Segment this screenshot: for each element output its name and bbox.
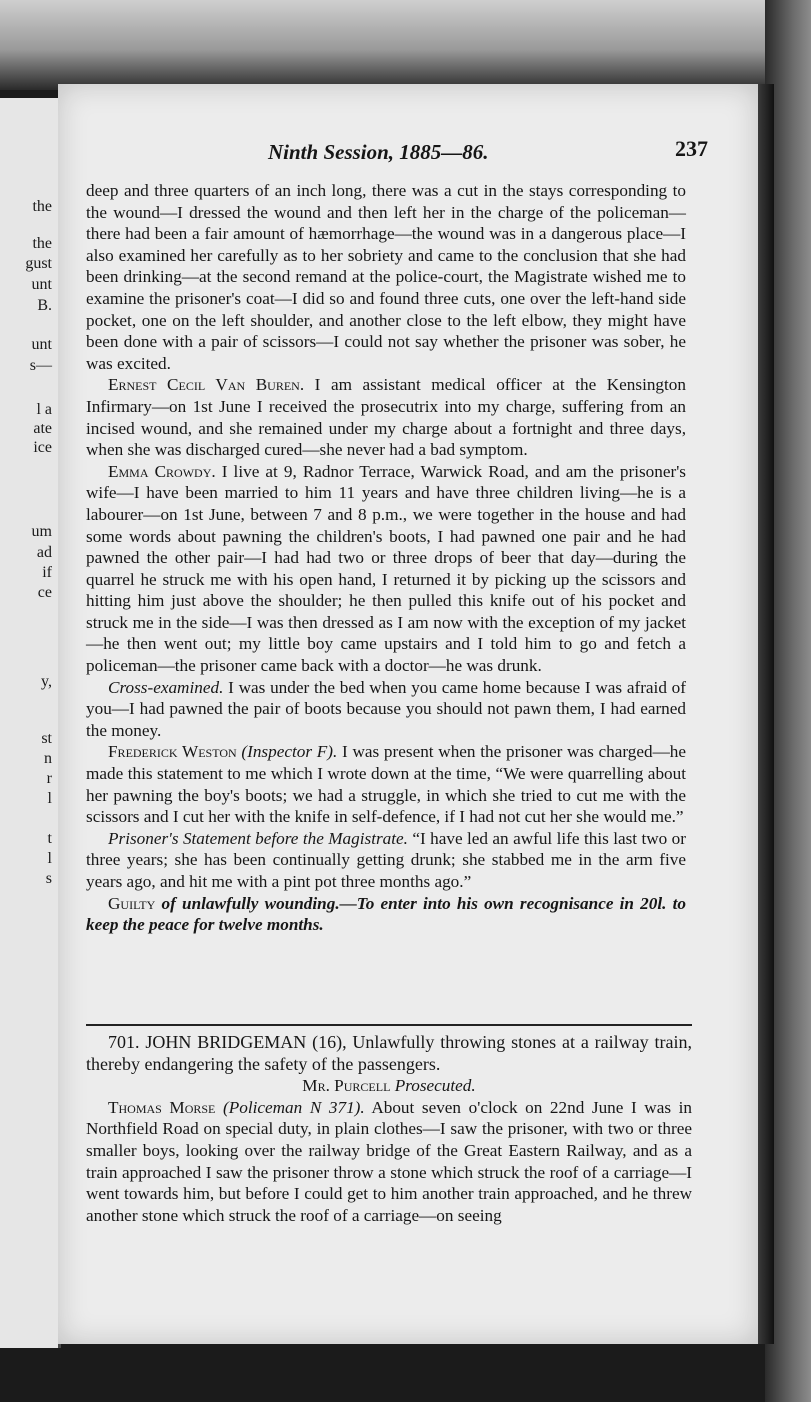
- facing-fragment: ce: [37, 584, 52, 601]
- verdict-word: Guilty: [108, 893, 156, 913]
- facing-fragment: st: [41, 730, 52, 747]
- running-title: Ninth Session, 1885—86.: [268, 140, 489, 164]
- facing-fragment: l a: [36, 401, 52, 418]
- testimony-text: About seven o'clock on 22nd June I was in Northfield Road on special duty, in plain clothes—I saw the prisoner, with two or three smaller boys, looking over the railway bridge of the Great Eastern Railway, and as a train approached I saw the prisoner throw a stone which struck the roof of a carriage—I went towards him, but before I could get to him another train approached, and he threw another stone which struck the roof of a carriage—on seeing: [86, 1097, 692, 1225]
- prosecuted-word: Prosecuted.: [390, 1076, 476, 1096]
- facing-fragment: unt: [31, 276, 52, 293]
- statement-text: “I have led an awful life this last two or three years; she has been continually getting drunk; she stabbed me in the arm five years ago, and hit me with a pint pot three months ago.”: [86, 828, 686, 891]
- testimony-text: I was under the bed when you came home because I was afraid of you—I had pawned the pair of boots because you should not pawn them, I had earned the money.: [86, 677, 686, 740]
- paragraph-statement: [86, 828, 686, 893]
- cross-examined-label: Cross-examined.: [108, 677, 224, 697]
- facing-fragment: l: [47, 850, 52, 867]
- case-701: [86, 1032, 692, 1226]
- witness-name: Thomas Morse: [108, 1097, 216, 1117]
- witness-name: Ernest Cecil Van Buren.: [108, 375, 305, 395]
- page-number: 237: [675, 136, 708, 161]
- background-top: [0, 0, 811, 90]
- facing-fragment: the: [32, 235, 52, 252]
- facing-page-edge: [0, 98, 61, 1348]
- paragraph-continuation: deep and three quarters of an inch long, there was a cut in the stays corresponding to the wound—I dressed the wound and then left her in the charge of the policeman—there had been a fair amount of hæmorrhage—the wound was in a dangerous place—I also examined her carefully as to her sobriety and came to the conclusion that she had been drinking—at the second remand at the police-court, the Magistrate wished me to examine the prisoner's coat—I did so and found three cuts, one over the left-hand side pocket, one on the left shoulder, and another close to the left elbow, they might have been done with a pair of scissors—I could not say whether the prisoner was sober, he was excited.: [86, 181, 686, 373]
- facing-fragment: the: [32, 198, 52, 215]
- case-divider: [86, 1024, 692, 1026]
- witness-role: (Policeman N 371).: [215, 1097, 365, 1117]
- paragraph-testimony: [86, 1097, 692, 1227]
- case-title: 701. JOHN BRIDGEMAN (16), Unlawfully throwing stones at a railway train, thereby endangering the safety of the passengers.: [86, 1032, 692, 1074]
- paragraph-cross-examination: [86, 677, 686, 742]
- facing-fragment: y,: [41, 673, 52, 690]
- paragraph-testimony: [86, 741, 686, 827]
- book-page: [58, 84, 758, 1344]
- facing-fragment: B.: [37, 297, 52, 314]
- prosecutor-name: Mr. Purcell: [302, 1076, 391, 1096]
- facing-fragment: n: [44, 750, 52, 767]
- verdict-text: of unlawfully wounding.—To enter into his own recognisance in 20l. to keep the peace for twelve months.: [86, 893, 686, 935]
- page-body: [86, 180, 686, 936]
- facing-fragment: ad: [36, 544, 52, 561]
- paragraph-testimony: [86, 461, 686, 677]
- witness-name: Frederick Weston: [108, 742, 237, 762]
- facing-fragment: r: [46, 770, 52, 787]
- paragraph-testimony: [86, 374, 686, 460]
- witness-role: (Inspector F).: [236, 742, 338, 762]
- testimony-text: I am assistant medical officer at the Kensington Infirmary—on 1st June I received the prosecutrix into my charge, suffering from an incised wound, and she remained under my charge about a fortnight and three days, when she was discharged cured—she never had a bad symptom.: [86, 375, 686, 460]
- facing-fragment: unt: [31, 336, 52, 353]
- facing-fragment: ate: [33, 420, 52, 437]
- witness-name: Emma Crowdy.: [108, 461, 216, 481]
- statement-label: Prisoner's Statement before the Magistrate.: [108, 828, 408, 848]
- facing-fragment: s—: [29, 357, 52, 374]
- facing-fragment: l: [47, 790, 52, 807]
- testimony-text: I was present when the prisoner was charged—he made this statement to me which I wrote down at the time, “We were quarrelling about her pawning the boy's boots; we had a struggle, in which she tried to cut me with the scissors and I cut her with the knife in self-defence, if I had not cut her she would me.”: [86, 742, 686, 827]
- paragraph-verdict: [86, 893, 686, 936]
- facing-fragment: gust: [25, 255, 52, 272]
- facing-fragment: t: [47, 830, 52, 847]
- prosecution-line: [86, 1075, 692, 1097]
- facing-fragment: um: [31, 523, 52, 540]
- page-header: [88, 136, 708, 166]
- facing-fragment: s: [45, 870, 52, 887]
- book-edge: [758, 84, 774, 1344]
- facing-fragment: if: [42, 564, 52, 581]
- testimony-text: I live at 9, Radnor Terrace, Warwick Road, and am the prisoner's wife—I have been married to him 11 years and have three children living—he is a labourer—on 1st June, between 7 and 8 p.m., we were together in the house and had some words about pawning the children's boots, I had pawned one pair and he had pawned the other pair—I had had two or three drops of beer that day—during the quarrel he struck me with his open hand, I returned it by picking up the scissors and hitting him just above the shoulder; he then pulled this knife out of his pocket and struck me in the side—I was then dressed as I am now with the exception of my jacket—he then went out; my little boy came upstairs and I told him to go and fetch a policeman—the prisoner came back with a doctor—he was drunk.: [86, 461, 686, 676]
- facing-fragment: ice: [33, 439, 52, 456]
